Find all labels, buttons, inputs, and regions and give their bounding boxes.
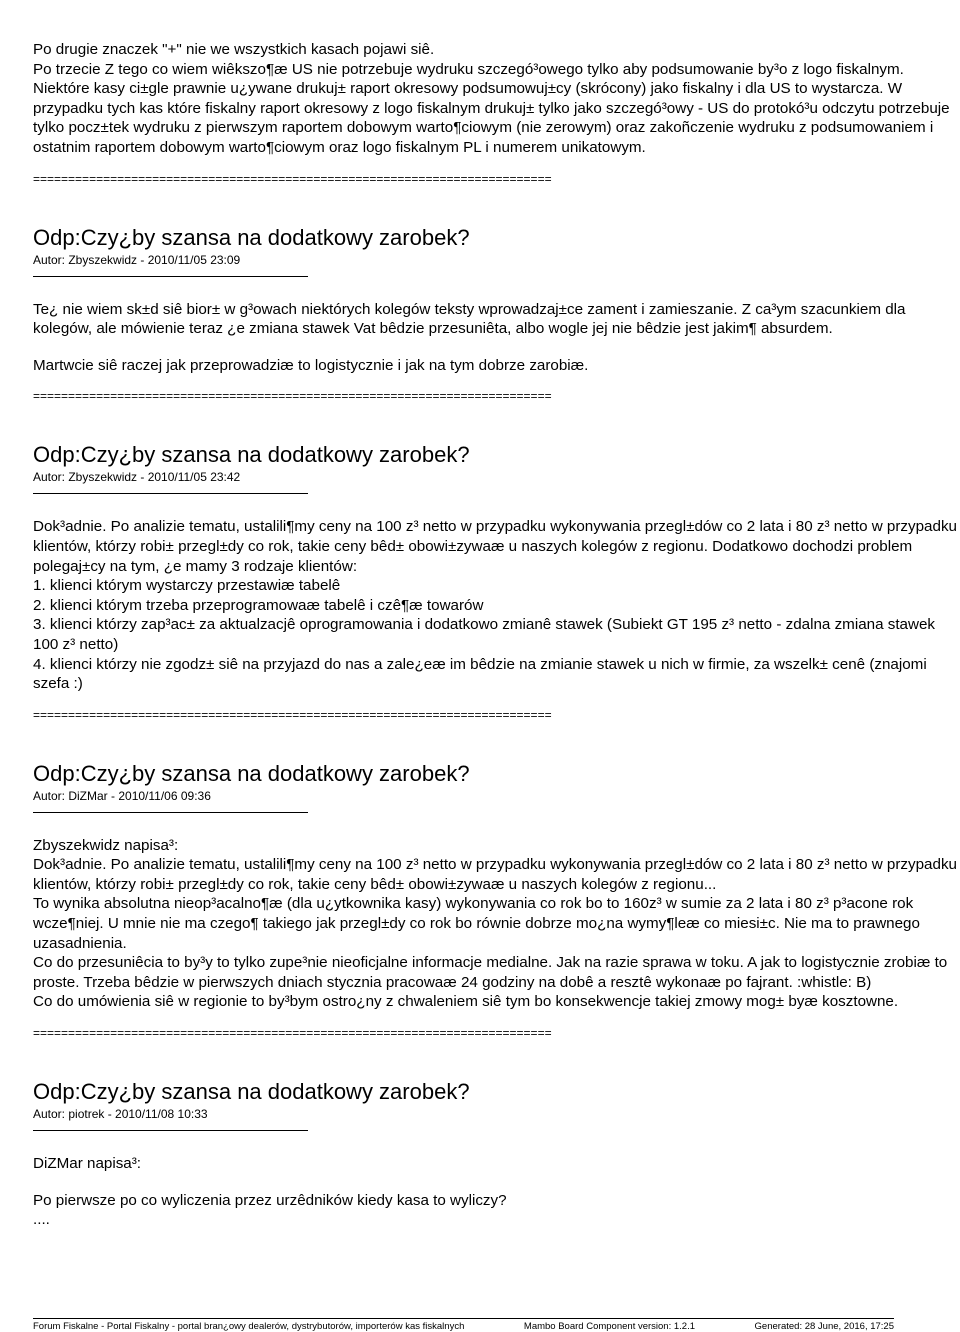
post-title: Odp:Czy¿by szansa na dodatkowy zarobek? [33, 1079, 470, 1105]
post-paragraph: Zbyszekwidz napisa³: Dok³adnie. Po analizie tematu, ustalili¶my ceny na 100 z³ netto w przypadku wykonywania przegl±dów co 2 lata i 80 z³ netto w przypadku klientów, którzy robi± przegl±dy co rok, takie ceny bêd± obowi±zywaæ u naszych kolegów z regionu... To wynika absolutna nieop³acalno¶æ (dla u¿ytkownika kasy) wykonywania co rok bo to 160z³ w sumie za 2 lata i 80 z³ p³acone rok wcze¶niej. U mnie nie ma czego¶ takiego jak przegl±dy co rok bo równie dobrze mo¿na wymy¶leæ co miesi±c. Nie ma to prawnego uzasadnienia. Co do przesuniêcia to by³y to tylko zupe³nie nieoficjalne informacje medialne. Jak na razie sprawa w toku. A jak to logistycznie zrobiæ to proste. Trzeba bêdzie w pierwszych dniach stycznia pracowaæ 24 godziny na dobê a resztê wykonaæ po fajrant. :whistle: B) Co do umówienia siê w regionie to by³bym ostro¿ny z chwaleniem siê tym bo konsekwencje takiej zmowy mog± byæ kosztowne. [33, 836, 957, 1011]
document-page [33, 40, 958, 1230]
page-footer [33, 1318, 894, 1332]
separator-line: ========================================================================== [33, 1026, 552, 1041]
post-divider [33, 276, 308, 277]
post-body [33, 300, 958, 376]
footer-component-version: Mambo Board Component version: 1.2.1 [523, 1321, 695, 1332]
post-title: Odp:Czy¿by szansa na dodatkowy zarobek? [33, 760, 470, 786]
post-author-meta: Autor: Zbyszekwidz - 2010/11/05 23:09 [33, 252, 241, 267]
forum-post [33, 226, 958, 404]
intro-paragraph-2: Po trzecie Z tego co wiem wiêkszo¶æ US nie potrzebuje wydruku szczegó³owego tylko aby podsumowanie by³o z logo fiskalnym. Niektóre kasy ci±gle prawnie u¿ywane drukuj± raport okresowy podsumowuj±cy (skrócony) jako fiskalny i dla US to wystarcza. W przypadku tych kas które fiskalny raport okresowy z logo fiskalnym drukuj± tylko jako szczegó³owy - US do protokó³u odczytu potrzebuje tylko pocz±tek wydruku z pierwszym raportem dobowym warto¶ciowym (nie zerowym) oraz zakoñczenie wydruku z podsumowaniem i ostatnim raportem dobowym warto¶ciowym oraz logo fiskalnym PL i numerem unikatowym. [33, 60, 950, 156]
forum-post [33, 1080, 958, 1230]
post-title: Odp:Czy¿by szansa na dodatkowy zarobek? [33, 442, 470, 468]
separator-line: ========================================================================== [33, 707, 552, 722]
post-title: Odp:Czy¿by szansa na dodatkowy zarobek? [33, 224, 470, 250]
forum-post [33, 443, 958, 721]
post-paragraph: Dok³adnie. Po analizie tematu, ustalili¶my ceny na 100 z³ netto w przypadku wykonywania przegl±dów co 2 lata i 80 z³ netto w przypadku klientów, którzy robi± przegl±dy co rok, takie ceny bêd± obowi±zywaæ u naszych kolegów z regionu. Dodatkowo dochodzi problem polegaj±cy na tym, ¿e mamy 3 rodzaje klientów: 1. klienci którym wystarczy przestawiæ tabelê 2. klienci którym trzeba przeprogramowaæ tabelê i czê¶æ towarów 3. klienci którzy zap³ac± za aktualzacjê oprogramowania i dodatkowo zmianê stawek (Subiekt GT 195 z³ netto - zdalna zmiana stawek 100 z³ netto) 4. klienci którzy nie zgodz± siê na przyjazd do nas a zale¿eæ im bêdzie na zmianie stawek u nich w firmie, za wszelk± cenê (znajomi szefa :) [33, 518, 957, 693]
intro-paragraph-1: Po drugie znaczek "+" nie we wszystkich kasach pojawi siê. [33, 41, 435, 58]
separator-line: ========================================================================== [33, 389, 552, 404]
footer-generated-date: Generated: 28 June, 2016, 17:25 [754, 1321, 894, 1332]
post-quote-header: DiZMar napisa³: [33, 1155, 142, 1173]
post-author-meta: Autor: piotrek - 2010/11/08 10:33 [33, 1107, 208, 1122]
post-divider [33, 812, 308, 813]
footer-site-name: Forum Fiskalne - Portal Fiskalny - portal bran¿owy dealerów, dystrybutorów, importerów kas fiskalnych [33, 1321, 465, 1332]
post-paragraph: Te¿ nie wiem sk±d siê bior± w g³owach niektórych kolegów teksty wprowadzaj±ce zament i zamieszanie. Z ca³ym szacunkiem dla kolegów, ale mówienie teraz ¿e zmiana stawek Vat bêdzie przesuniêta, albo wogle jej nie bêdzie jest jakim¶ absurdem. [33, 300, 906, 338]
post-paragraph: Po pierwsze po co wyliczenia przez urzêdników kiedy kasa to wyliczy? .... [33, 1191, 507, 1229]
post-author-meta: Autor: DiZMar - 2010/11/06 09:36 [33, 788, 211, 803]
post-author-meta: Autor: Zbyszekwidz - 2010/11/05 23:42 [33, 470, 241, 485]
forum-post [33, 762, 958, 1040]
post-body [33, 517, 958, 693]
separator-line: ========================================================================== [33, 171, 552, 186]
post-divider [33, 1130, 308, 1131]
post-paragraph: Martwcie siê raczej jak przeprowadziæ to logistycznie i jak na tym dobrze zarobiæ. [33, 356, 589, 374]
post-body [33, 1154, 958, 1230]
post-body [33, 836, 958, 1012]
post-divider [33, 493, 308, 494]
